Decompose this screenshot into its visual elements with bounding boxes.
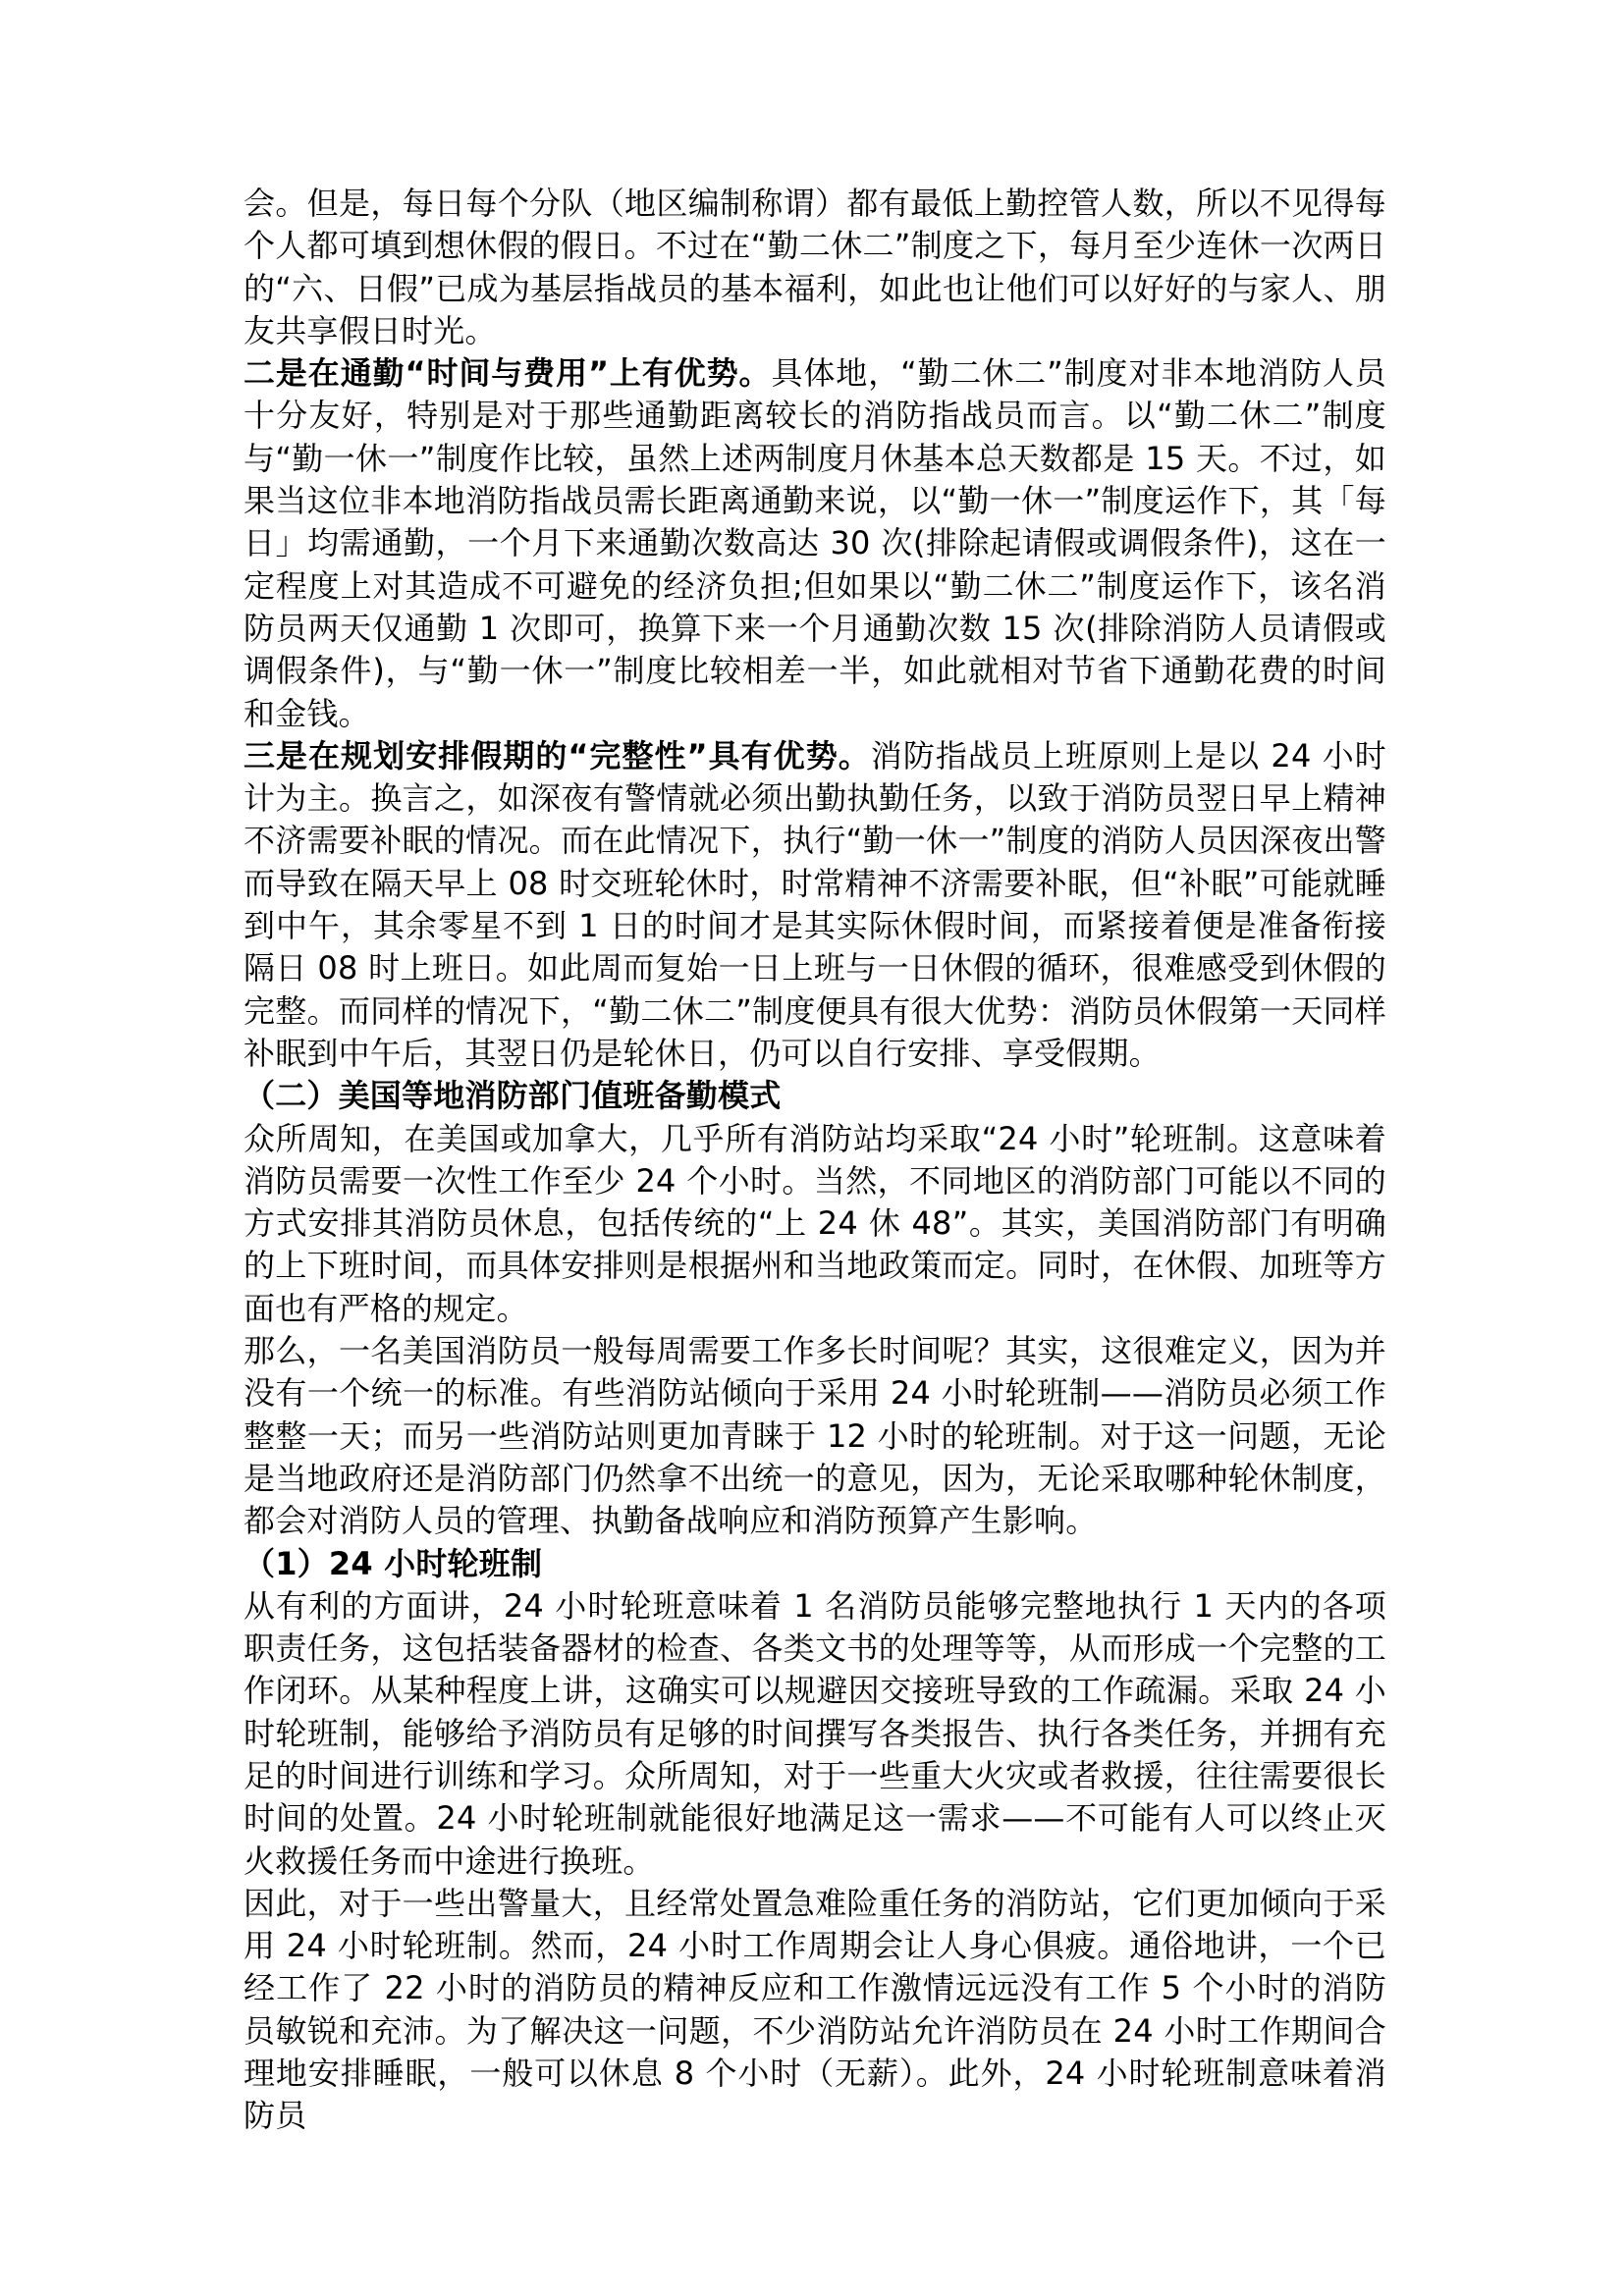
heading-24hour-shift-system bbox=[244, 1543, 1386, 1585]
paragraph-advantage-3-completeness bbox=[244, 735, 1386, 1075]
paragraph-holiday-continuation bbox=[244, 183, 1386, 352]
paragraph-advantage-2-commute bbox=[244, 352, 1386, 735]
heading-section-2-us-fire-departments bbox=[244, 1075, 1386, 1117]
paragraph-24hour-pros bbox=[244, 1585, 1386, 1883]
paragraph-text: 从有利的方面讲，24 小时轮班意味着 1 名消防员能够完整地执行 1 天内的各项职责任务，这包括装备器材的检查、各类文书的处理等等，从而形成一个完整的工作闭环。从某种程度上讲，这确实可以规避因交接班导致的工作疏漏。采取 24 小时轮班制，能够给予消防员有足够的时间撰写各类报告、执行各类任务，并拥有充足的时间进行训练和学习。众所周知，对于一些重大火灾或者救援，往往需要很长时间的处置。24 小时轮班制就能很好地满足这一需求——不可能有人可以终止灭火救援任务而中途进行换班。 bbox=[244, 1586, 1386, 1880]
paragraph-us-workweek bbox=[244, 1330, 1386, 1542]
paragraph-text: 消防指战员上班原则上是以 24 小时计为主。换言之，如深夜有警情就必须出勤执勤任务，以致于消防员翌日早上精神不济需要补眠的情况。而在此情况下，执行“勤一休一”制度的消防人员因深夜出警而导致在隔天早上 08 时交班轮休时，时常精神不济需要补眠，但“补眠”可能就睡到中午，其余零星不到 1 日的时间才是其实际休假时间，而紧接着便是准备衔接隔日 08 时上班日。如此周而复始一日上班与一日休假的循环，很难感受到休假的完整。而同样的情况下，“勤二休二”制度便具有很大优势：消防员休假第一天同样补眠到中午后，其翌日仍是轮休日，仍可以自行安排、享受假期。 bbox=[244, 736, 1386, 1072]
paragraph-text: 会。但是，每日每个分队（地区编制称谓）都有最低上勤控管人数，所以不见得每个人都可填到想休假的假日。不过在“勤二休二”制度之下，每月至少连休一次两日的“六、日假”已成为基层指战员的基本福利，如此也让他们可以好好的与家人、朋友共享假日时光。 bbox=[244, 185, 1386, 349]
paragraph-text: 因此，对于一些出警量大，且经常处置急难险重任务的消防站，它们更加倾向于采用 24 小时轮班制。然而，24 小时工作周期会让人身心俱疲。通俗地讲，一个已经工作了 22 小时的消防员的精神反应和工作激情远远没有工作 5 个小时的消防员敏锐和充沛。为了解决这一问题，不少消防站允许消防员在 24 小时工作期间合理地安排睡眠，一般可以休息 8 个小时（无薪）。此外，24 小时轮班制意味着消防员 bbox=[244, 1884, 1386, 2135]
paragraph-text: 那么，一名美国消防员一般每周需要工作多长时间呢？其实，这很难定义，因为并没有一个统一的标准。有些消防站倾向于采用 24 小时轮班制——消防员必须工作整整一天；而另一些消防站则更加青睐于 12 小时的轮班制。对于这一问题，无论是当地政府还是消防部门仍然拿不出统一的意见，因为，无论采取哪种轮休制度，都会对消防人员的管理、执勤备战响应和消防预算产生影响。 bbox=[244, 1332, 1386, 1540]
bold-lead-advantage-2: 二是在通勤“时间与费用”上有优势。 bbox=[244, 354, 772, 393]
heading-text: （1）24 小时轮班制 bbox=[244, 1544, 543, 1582]
paragraph-24hour-cons bbox=[244, 1883, 1386, 2138]
paragraph-us-24hour-overview bbox=[244, 1118, 1386, 1330]
document-body-text bbox=[244, 183, 1386, 2138]
paragraph-text: 具体地，“勤二休二”制度对非本地消防人员十分友好，特别是对于那些通勤距离较长的消防指战员而言。以“勤二休二”制度与“勤一休一”制度作比较，虽然上述两制度月休基本总天数都是 15 天。不过，如果当这位非本地消防指战员需长距离通勤来说，以“勤一休一”制度运作下，其「每日」均需通勤，一个月下来通勤次数高达 30 次(排除起请假或调假条件)，这在一定程度上对其造成不可避免的经济负担;但如果以“勤二休二”制度运作下，该名消防员两天仅通勤 1 次即可，换算下来一个月通勤次数 15 次(排除消防人员请假或调假条件)，与“勤一休一”制度比较相差一半，如此就相对节省下通勤花费的时间和金钱。 bbox=[244, 354, 1386, 732]
bold-lead-advantage-3: 三是在规划安排假期的“完整性”具有优势。 bbox=[244, 736, 871, 774]
paragraph-text: 众所周知，在美国或加拿大，几乎所有消防站均采取“24 小时”轮班制。这意味着消防员需要一次性工作至少 24 个小时。当然，不同地区的消防部门可能以不同的方式安排其消防员休息，包括传统的“上 24 休 48”。其实，美国消防部门有明确的上下班时间，而具体安排则是根据州和当地政策而定。同时，在休假、加班等方面也有严格的规定。 bbox=[244, 1119, 1386, 1327]
heading-text: （二）美国等地消防部门值班备勤模式 bbox=[244, 1077, 782, 1115]
